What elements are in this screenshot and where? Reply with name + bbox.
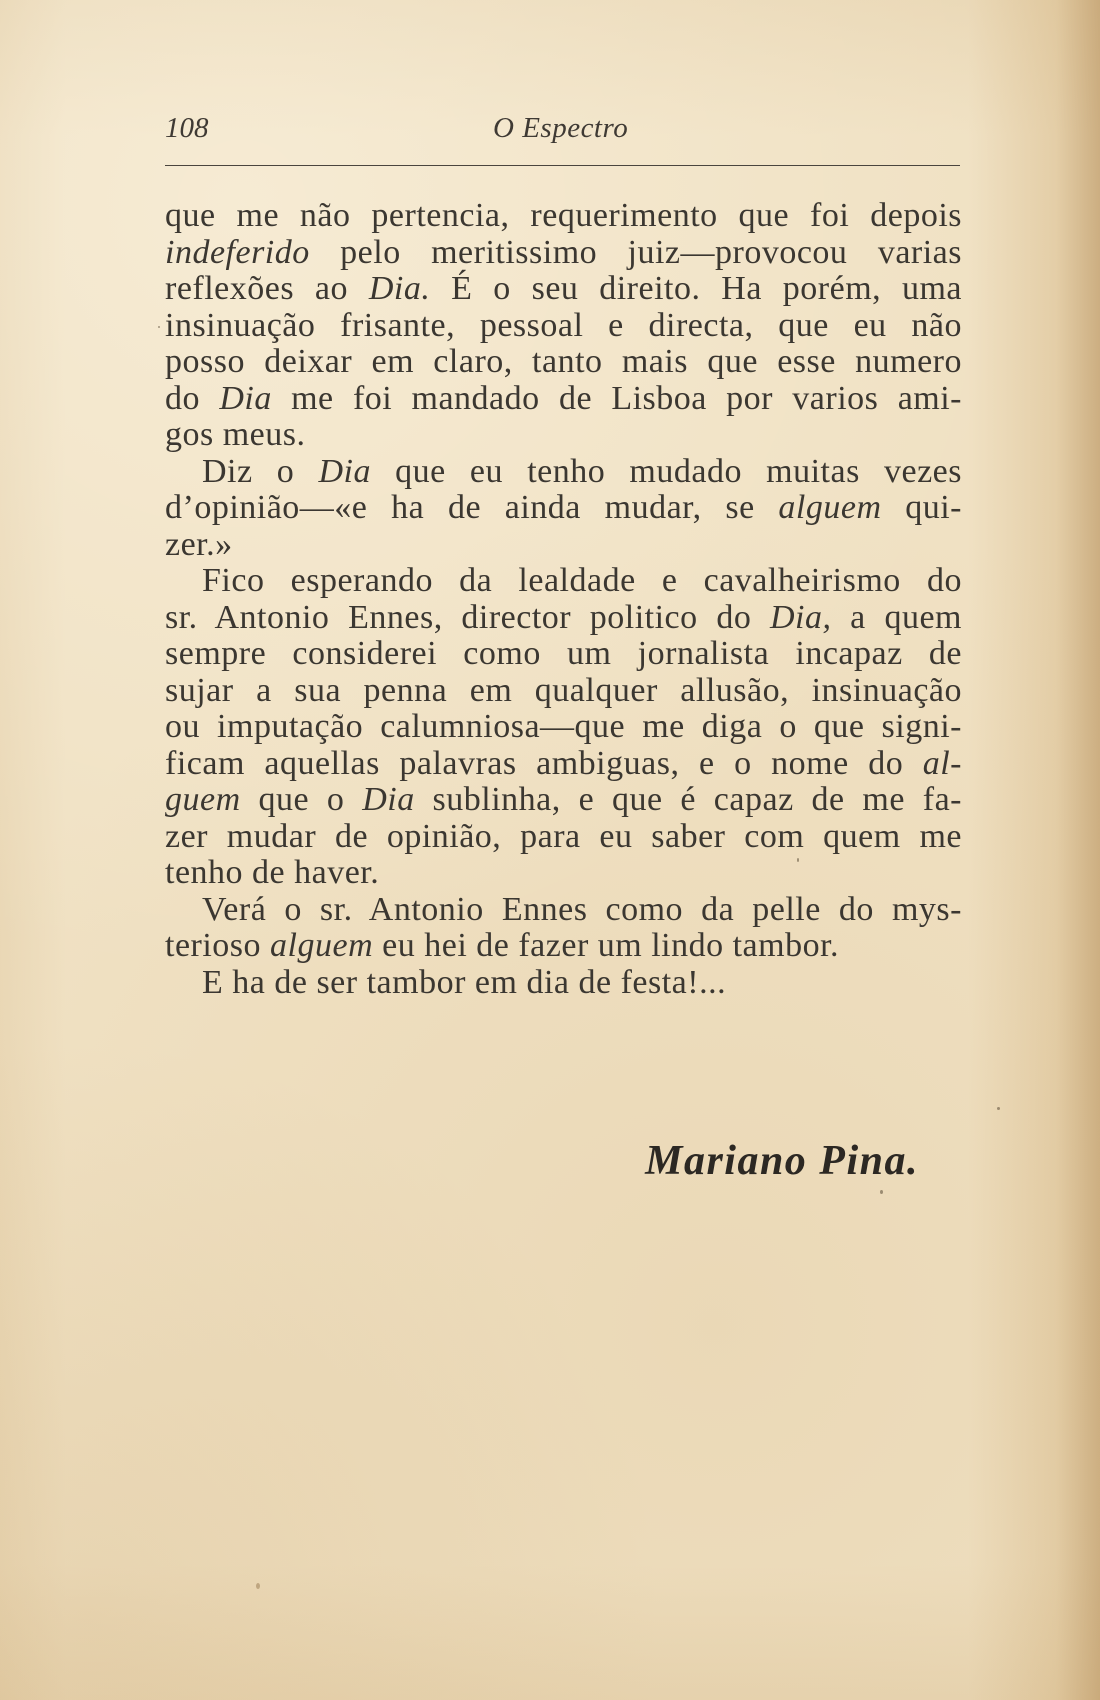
text-line [165,198,962,235]
text-run: sujar a sua penna em qualquer allusão, insinuação [165,671,962,709]
header-rule [165,165,960,166]
text-line [165,636,962,673]
text-line [165,855,962,892]
text-run: gos meus. [165,416,306,453]
paragraph [165,965,962,1002]
text-run: insinuação frisante, pessoal e directa, que eu não [165,306,962,344]
text-line [165,490,962,527]
text-run: sempre considerei como um jornalista incapaz de [165,635,962,672]
italic-text: alguem [270,927,374,964]
text-line [165,928,962,965]
text-run: que o [240,781,363,818]
italic-text: indeferido [165,233,310,271]
italic-text: Dia. [368,270,431,307]
italic-text: alguem [778,489,882,526]
text-run: sr. Antonio Ennes, director politico do [165,598,770,636]
paper-speck [256,1583,260,1589]
text-line [165,673,962,710]
text-line [165,417,962,454]
text-run: Diz o [202,452,319,490]
paragraph [165,198,962,454]
text-line [165,819,962,856]
running-header [165,110,962,146]
text-run: Fico esperando da lealdade e cavalheirismo do [202,562,962,599]
text-line [165,381,962,418]
paper-speck [158,326,160,328]
text-line [165,746,962,783]
paragraph [165,563,962,892]
body-text [165,198,962,1001]
text-run: d’opinião—«e ha de ainda mudar, se [165,489,779,526]
text-line [165,235,962,272]
author-signature: Mariano Pina. [645,1138,919,1184]
text-run: qui- [881,489,962,526]
text-run: ou imputação calumniosa—que me diga o que signi- [165,708,962,745]
text-run: que me não pertencia, requerimento que foi depois [165,197,962,234]
text-run: E ha de ser tambor em dia de festa!... [202,963,727,1001]
italic-text: guem [165,781,241,818]
text-run: que eu tenho mudado muitas vezes [370,452,963,490]
text-line [165,271,962,308]
text-run: a quem [831,598,962,636]
text-run: reflexões ao [165,270,369,307]
text-line [165,600,962,637]
text-line [165,563,962,600]
paragraph [165,454,962,564]
italic-text: Dia [318,452,371,490]
paper-speck [997,1107,1000,1110]
text-run: posso deixar em claro, tanto mais que esse numero [165,343,962,380]
page-number: 108 [165,112,209,144]
text-run: Verá o sr. Antonio Ennes como da pelle do mys- [202,890,962,928]
text-run: É o seu direito. Ha porém, uma [430,270,963,307]
paragraph [165,892,962,965]
text-run: tenho de haver. [165,854,380,891]
paper-speck [797,858,799,862]
text-run: me foi mandado de Lisboa por varios ami- [271,379,963,417]
text-line [165,965,962,1002]
italic-text: al- [922,744,962,782]
text-run: zer mudar de opinião, para eu saber com quem me [165,817,962,855]
text-run: ficam aquellas palavras ambiguas, e o nome do [165,744,923,782]
text-line [165,344,962,381]
running-title: O Espectro [493,112,629,144]
text-run: do [165,379,220,417]
text-line [165,308,962,345]
italic-text: Dia [219,379,272,417]
text-run: sublinha, e que é capaz de me fa- [414,781,963,818]
text-run: zer.» [165,525,233,563]
text-line [165,892,962,929]
text-line [165,527,962,564]
italic-text: Dia, [770,598,832,636]
italic-text: Dia [362,781,415,818]
paper-speck [880,1190,883,1194]
text-run: eu hei de fazer um lindo tambor. [373,927,840,964]
text-run: terioso [165,927,271,964]
text-line [165,709,962,746]
text-line [165,782,962,819]
text-run: pelo meritissimo juiz—provocou varias [309,233,962,271]
text-line [165,454,962,491]
